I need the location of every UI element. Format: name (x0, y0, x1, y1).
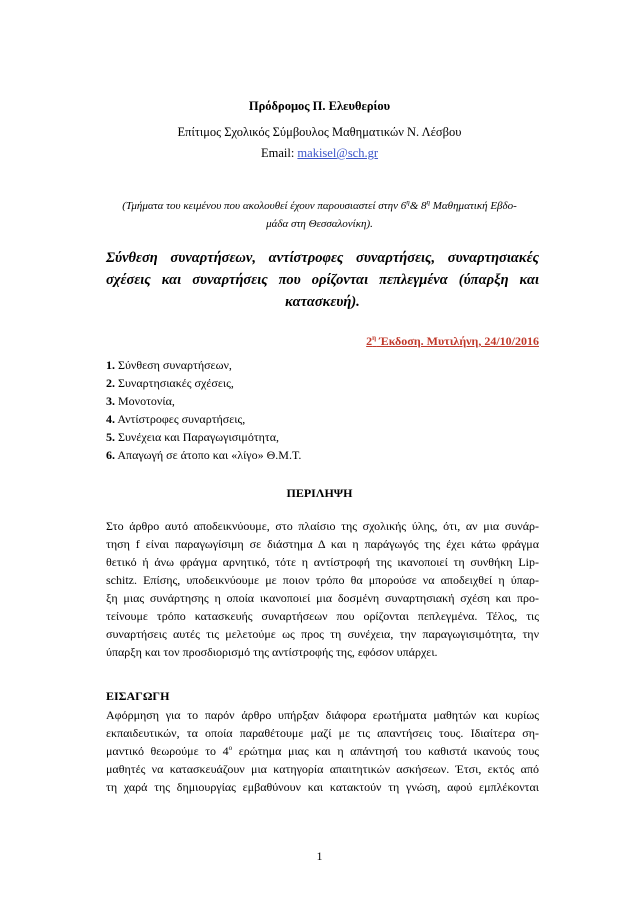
intro-line: μαθητές να κατασκευάζουν μια κατηγορία απαιτητικών ασκήσεων. Έτσι, εκτός από (106, 762, 539, 776)
toc-item (106, 429, 539, 446)
toc-number: 6. (106, 448, 115, 462)
title-line-1: Σύνθεση συναρτήσεων, αντίστροφες συναρτήσεις, συναρτησιακές (106, 250, 539, 266)
abstract-line: τείνουμε τρόπο κατασκευής συναρτήσεων που ορίζονται πεπλεγμένα. Τέλος, τις (106, 609, 539, 623)
intro-line: τη χαρά της δημιουργίας εμβαθύνουν και κατακτούν τη γνώση, αφού εμπλέκονται (106, 780, 539, 794)
toc-text: Αντίστροφες συναρτήσεις, (115, 412, 246, 426)
presentation-note-line-1 (0, 200, 639, 212)
toc-item (106, 411, 539, 428)
abstract-line: τηση f είναι παραγωγίσιμη σε διάστημα Δ και η παράγωγός της έχει κάτω φράγμα (106, 537, 539, 551)
toc-item (106, 393, 539, 410)
toc-number: 5. (106, 430, 115, 444)
page-number: 1 (316, 849, 323, 863)
abstract-line: θετικό ή άνω φράγμα αρνητικό, τότε η αντίστροφή της ικανοποιεί τη συνθήκη Lip- (106, 555, 539, 569)
toc-number: 2. (106, 376, 115, 390)
intro-text: μαντικό θεωρούμε το 4 (106, 744, 229, 758)
abstract-heading: ΠΕΡΙΛΗΨΗ (286, 486, 353, 500)
note-text: Μαθηματική Εβδο- (430, 200, 517, 212)
abstract-line: Στο άρθρο αυτό αποδεικνύουμε, στο πλαίσιο της σχολικής ύλης, ότι, αν μια συνάρ- (106, 519, 539, 533)
edition-line (106, 334, 539, 349)
email-link[interactable]: makisel@sch.gr (297, 146, 379, 160)
note-text: (Τμήματα του κειμένου που ακολουθεί έχουν παρουσιαστεί στην 6 (122, 200, 407, 212)
edition-text: Έκδοση. Μυτιλήνη, 24/10/2016 (376, 334, 539, 348)
intro-line: εκπαιδευτικών, τα οποία παραθέτουμε μαζί με τις απαντήσεις τους. Ιδιαίτερα ση- (106, 726, 539, 740)
email-label: Email: (260, 146, 298, 160)
intro-text: ερώτημα μιας και η απάντησή του καθιστά ικανούς τους (232, 744, 540, 758)
toc-text: Συνέχεια και Παραγωγισιμότητα, (115, 430, 280, 444)
toc-number: 3. (106, 394, 115, 408)
intro-line (106, 743, 539, 760)
toc-text: Μονοτονία, (115, 394, 175, 408)
author-name: Πρόδρομος Π. Ελευθερίου (248, 99, 391, 113)
abstract-line: schitz. Επίσης, υποδεικνύουμε με ποιον τρόπο θα μπορούσε να αποδειχθεί η ύπαρ- (106, 573, 539, 587)
toc-item (106, 375, 539, 392)
intro-superscript: ο (228, 744, 233, 752)
toc-number: 1. (106, 358, 115, 372)
edition-number: 2 (366, 334, 373, 348)
abstract-line: συναρτήσεις αυτές τις μελετούμε ως προς τη συνέχεια, την παραγωγισιμότητα, την (106, 627, 539, 641)
note-text: & 8 (409, 200, 427, 212)
title-line-2: σχέσεις και συναρτήσεις που ορίζονται πεπλεγμένα (ύπαρξη και (106, 272, 539, 288)
toc-text: Απαγωγή σε άτοπο και «λίγο» Θ.Μ.Τ. (115, 448, 302, 462)
edition-superscript: η (372, 334, 377, 342)
presentation-note-line-2: μάδα στη Θεσσαλονίκη). (266, 218, 373, 230)
abstract-line: ξη μιας συνάρτησης η οποία ικανοποιεί μια δοσμένη συναρτησιακή σχέση και προ- (106, 591, 539, 605)
author-role: Επίτιμος Σχολικός Σύμβουλος Μαθηματικών Ν. Λέσβου (177, 125, 462, 139)
email-line (0, 146, 639, 161)
abstract-line: ύπαρξη και τον προσδιορισμό της αντίστροφής της, εφόσον υπάρχει. (106, 645, 438, 659)
toc-number: 4. (106, 412, 115, 426)
note-superscript: η (426, 198, 430, 207)
title-line-3: κατασκευή). (285, 294, 360, 310)
toc-item (106, 357, 539, 374)
note-superscript: η (406, 198, 410, 207)
intro-heading: ΕΙΣΑΓΩΓΗ (106, 689, 170, 703)
toc-text: Σύνθεση συναρτήσεων, (115, 358, 232, 372)
toc-text: Συναρτησιακές σχέσεις, (115, 376, 234, 390)
toc-item (106, 447, 539, 464)
intro-line: Αφόρμηση για το παρόν άρθρο υπήρξαν διάφορα ερωτήματα μαθητών και κυρίως (106, 708, 539, 722)
